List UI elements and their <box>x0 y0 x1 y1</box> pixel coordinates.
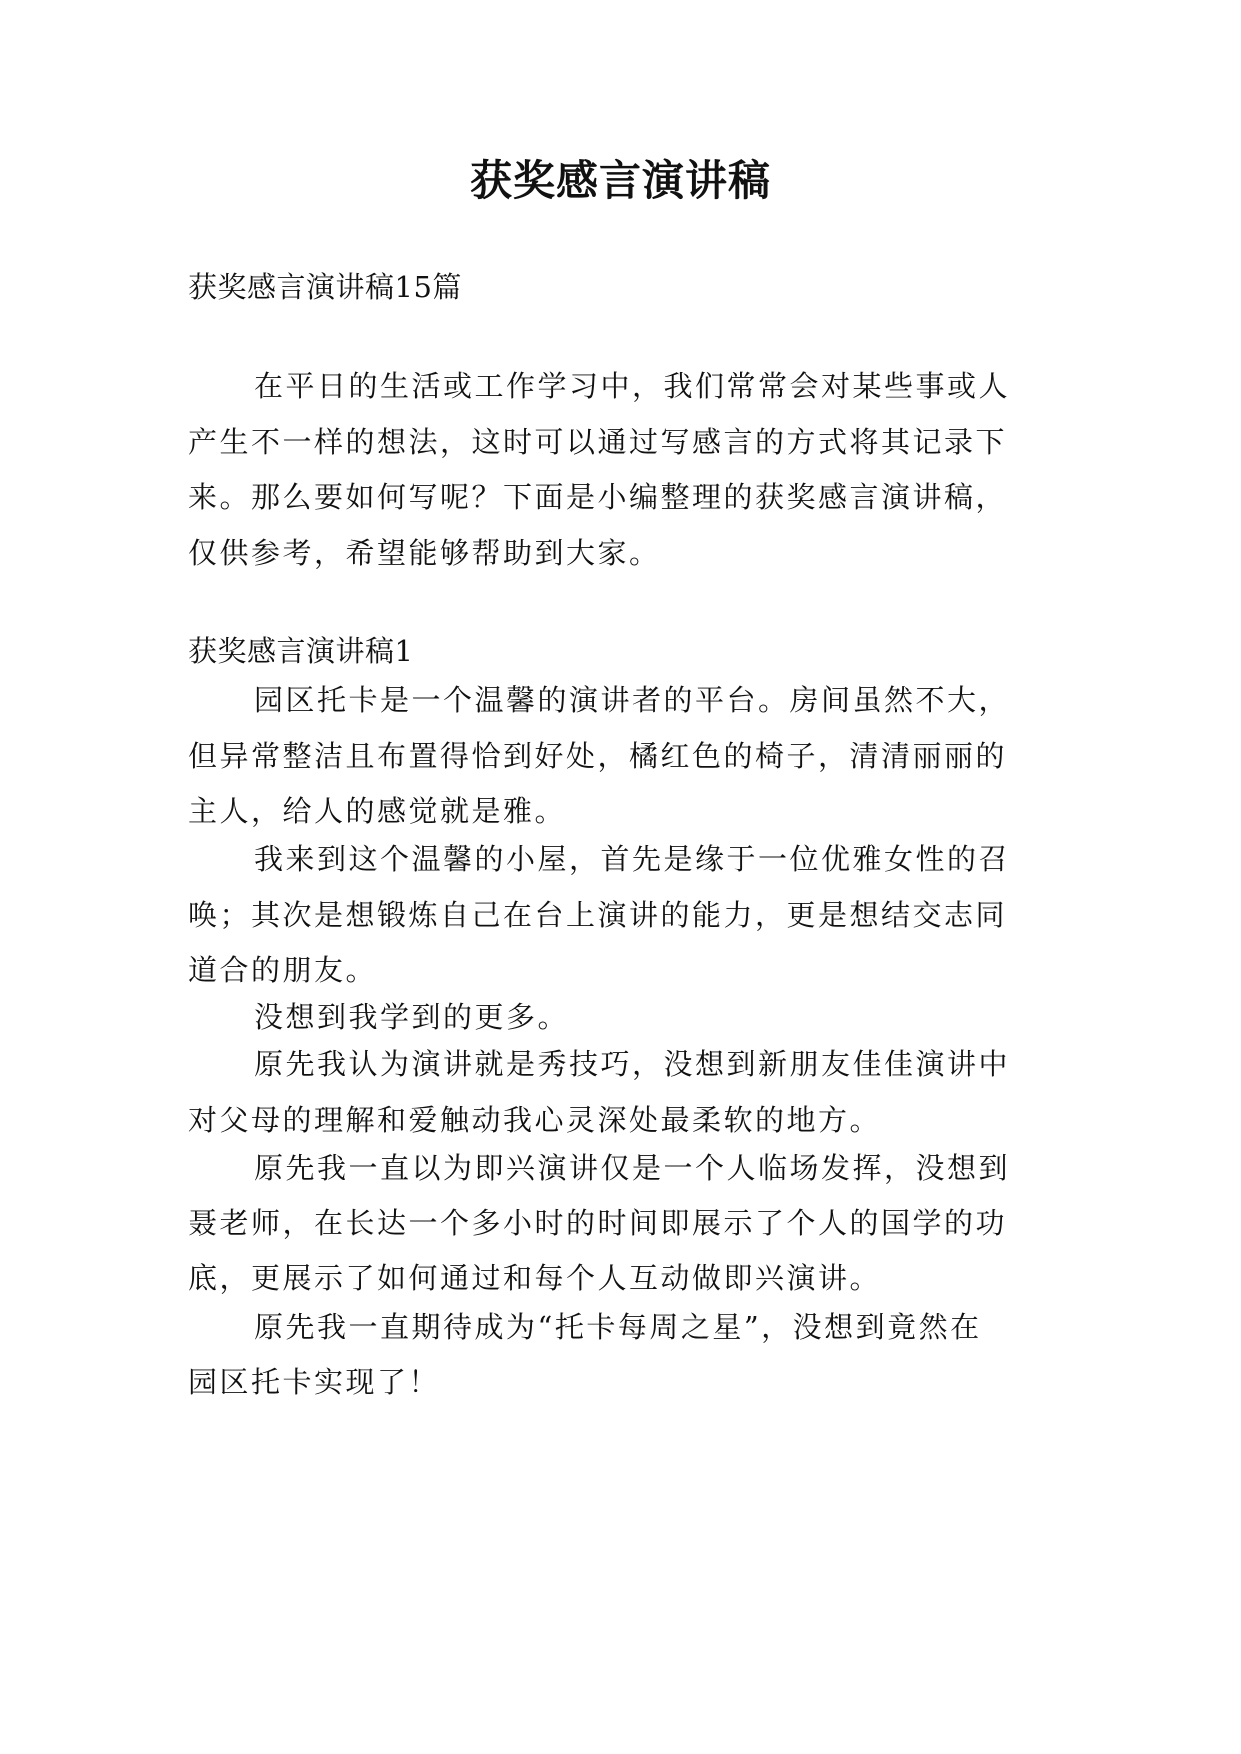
body-line: 对父母的理解和爱触动我心灵深处最柔软的地方。 <box>188 1103 882 1137</box>
section-heading: 获奖感言演讲稿1 <box>188 634 414 668</box>
intro-line: 来。那么要如何写呢？下面是小编整理的获奖感言演讲稿， <box>188 480 1008 514</box>
body-line: 园区托卡实现了！ <box>188 1365 441 1399</box>
body-line: 原先我一直以为即兴演讲仅是一个人临场发挥，没想到 <box>254 1151 1011 1185</box>
intro-line: 仅供参考，希望能够帮助到大家。 <box>188 536 661 570</box>
document-subtitle: 获奖感言演讲稿15篇 <box>188 270 462 304</box>
intro-line: 在平日的生活或工作学习中，我们常常会对某些事或人 <box>254 369 1011 403</box>
body-line: 我来到这个温馨的小屋，首先是缘于一位优雅女性的召 <box>254 842 1011 876</box>
intro-line: 产生不一样的想法，这时可以通过写感言的方式将其记录下 <box>188 425 1008 459</box>
body-line: 聂老师，在长达一个多小时的时间即展示了个人的国学的功 <box>188 1206 1008 1240</box>
body-line: 原先我认为演讲就是秀技巧，没想到新朋友佳佳演讲中 <box>254 1047 1011 1081</box>
body-line: 唤；其次是想锻炼自己在台上演讲的能力，更是想结交志同 <box>188 898 1008 932</box>
body-line: 主人，给人的感觉就是雅。 <box>188 794 567 828</box>
body-line: 但异常整洁且布置得恰到好处，橘红色的椅子，清清丽丽的 <box>188 739 1008 773</box>
body-line: 原先我一直期待成为“托卡每周之星”，没想到竟然在 <box>254 1310 982 1344</box>
body-line: 没想到我学到的更多。 <box>254 1000 570 1034</box>
document-title: 获奖感言演讲稿 <box>469 156 771 205</box>
body-line: 底，更展示了如何通过和每个人互动做即兴演讲。 <box>188 1261 882 1295</box>
body-line: 道合的朋友。 <box>188 953 378 987</box>
body-line: 园区托卡是一个温馨的演讲者的平台。房间虽然不大， <box>254 683 1011 717</box>
